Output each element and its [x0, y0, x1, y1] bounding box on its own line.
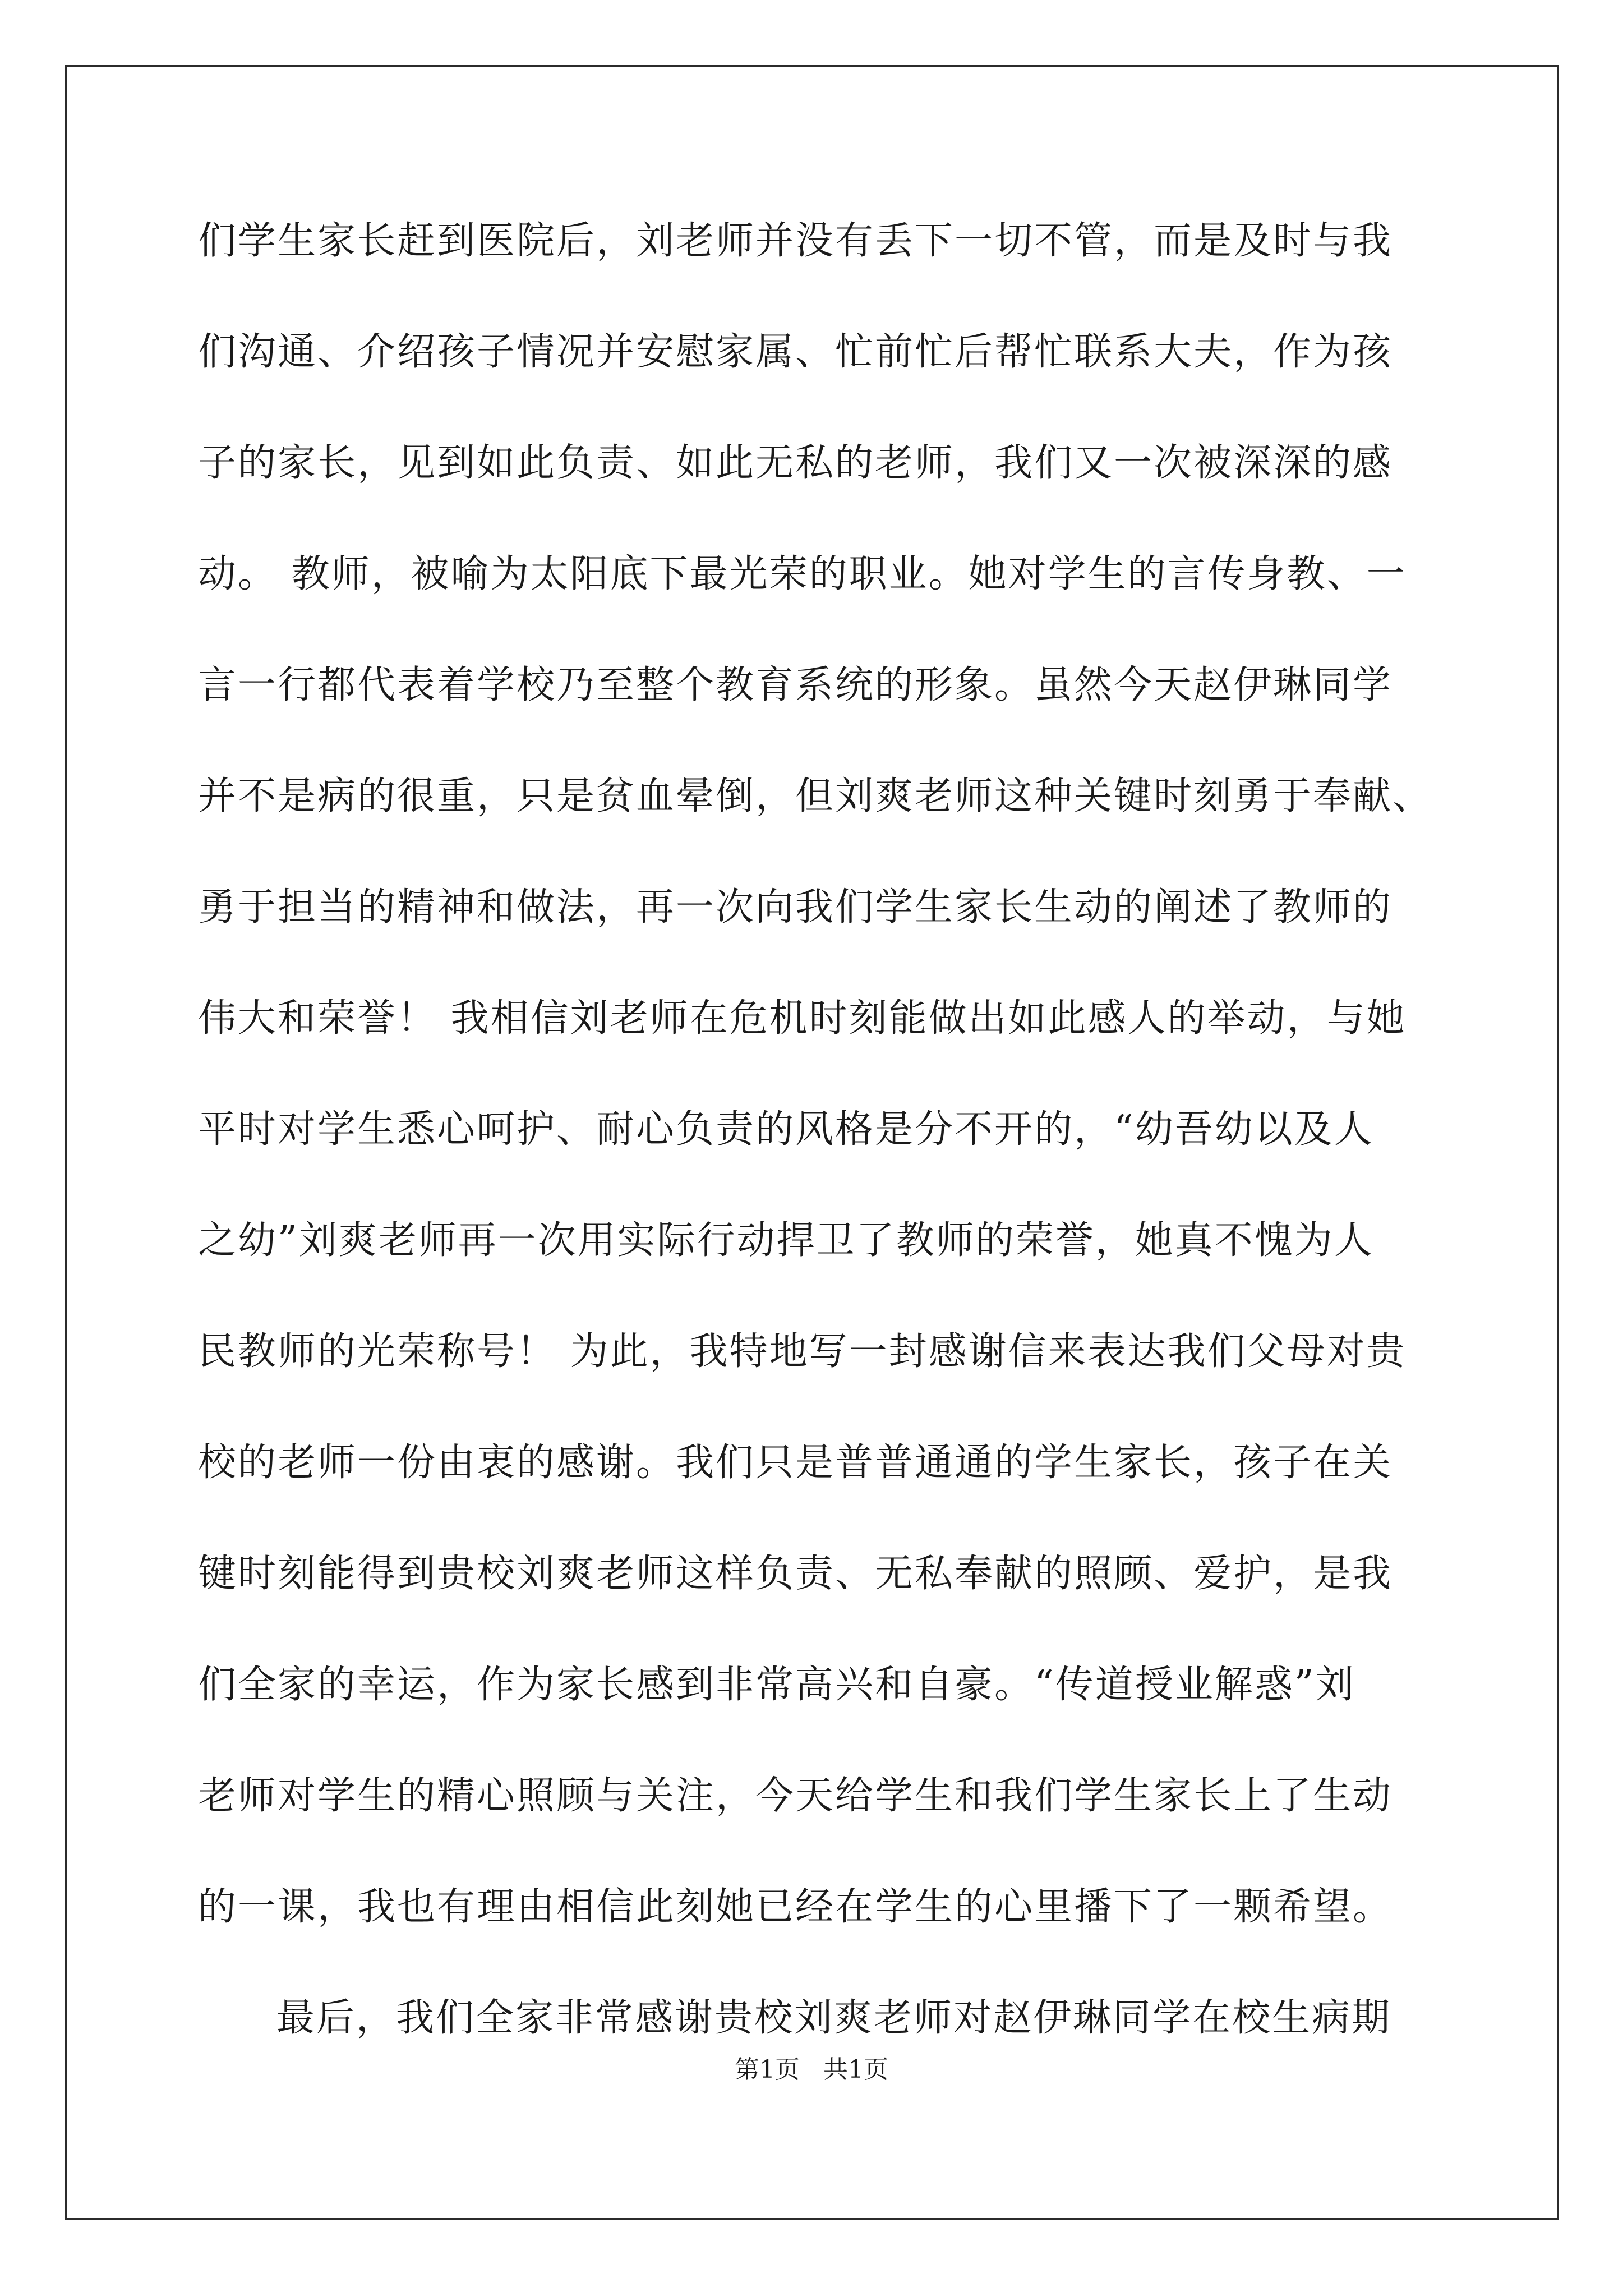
- text-line-11: 民教师的光荣称号！ 为此，我特地写一封感谢信来表达我们父母对贵: [198, 1329, 1407, 1374]
- text-line-4: 动。 教师，被喻为太阳底下最光荣的职业。她对学生的言传身教、一: [198, 552, 1407, 596]
- text-line-5: 言一行都代表着学校乃至整个教育系统的形象。虽然今天赵伊琳同学: [198, 663, 1393, 707]
- text-line-7: 勇于担当的精神和做法，再一次向我们学生家长生动的阐述了教师的: [198, 885, 1393, 930]
- text-line-6: 并不是病的很重，只是贫血晕倒，但刘爽老师这种关键时刻勇于奉献、: [198, 774, 1433, 818]
- text-line-16: 的一课，我也有理由相信此刻她已经在学生的心里播下了一颗希望。: [198, 1885, 1393, 1929]
- text-line-9: 平时对学生悉心呵护、耐心负责的风格是分不开的，“幼吾幼以及人: [198, 1107, 1374, 1152]
- text-line-10: 之幼”刘爽老师再一次用实际行动捍卫了教师的荣誉，她真不愧为人: [198, 1218, 1374, 1263]
- text-line-1: 们学生家长赶到医院后，刘老师并没有丢下一切不管，而是及时与我: [198, 219, 1393, 263]
- letter-body: [198, 220, 1432, 2108]
- text-line-13: 键时刻能得到贵校刘爽老师这样负责、无私奉献的照顾、爱护，是我: [198, 1552, 1393, 1596]
- page-total: 共1页: [823, 2055, 888, 2084]
- text-line-14: 们全家的幸运，作为家长感到非常高兴和自豪。“传道授业解惑”刘: [198, 1663, 1355, 1707]
- text-line-8: 伟大和荣誉！ 我相信刘老师在危机时刻能做出如此感人的举动，与她: [198, 996, 1407, 1041]
- text-line-3: 子的家长，见到如此负责、如此无私的老师，我们又一次被深深的感: [198, 441, 1393, 485]
- text-line-17: 最后，我们全家非常感谢贵校刘爽老师对赵伊琳同学在校生病期: [276, 1996, 1392, 2040]
- page-number: 第1页: [735, 2055, 800, 2084]
- text-line-2: 们沟通、介绍孩子情况并安慰家属、忙前忙后帮忙联系大夫，作为孩: [198, 330, 1393, 374]
- text-line-15: 老师对学生的精心照顾与关注，今天给学生和我们学生家长上了生动: [198, 1774, 1393, 1818]
- page-footer: [0, 2054, 1623, 2086]
- text-line-12: 校的老师一份由衷的感谢。我们只是普普通通的学生家长，孩子在关: [198, 1441, 1393, 1485]
